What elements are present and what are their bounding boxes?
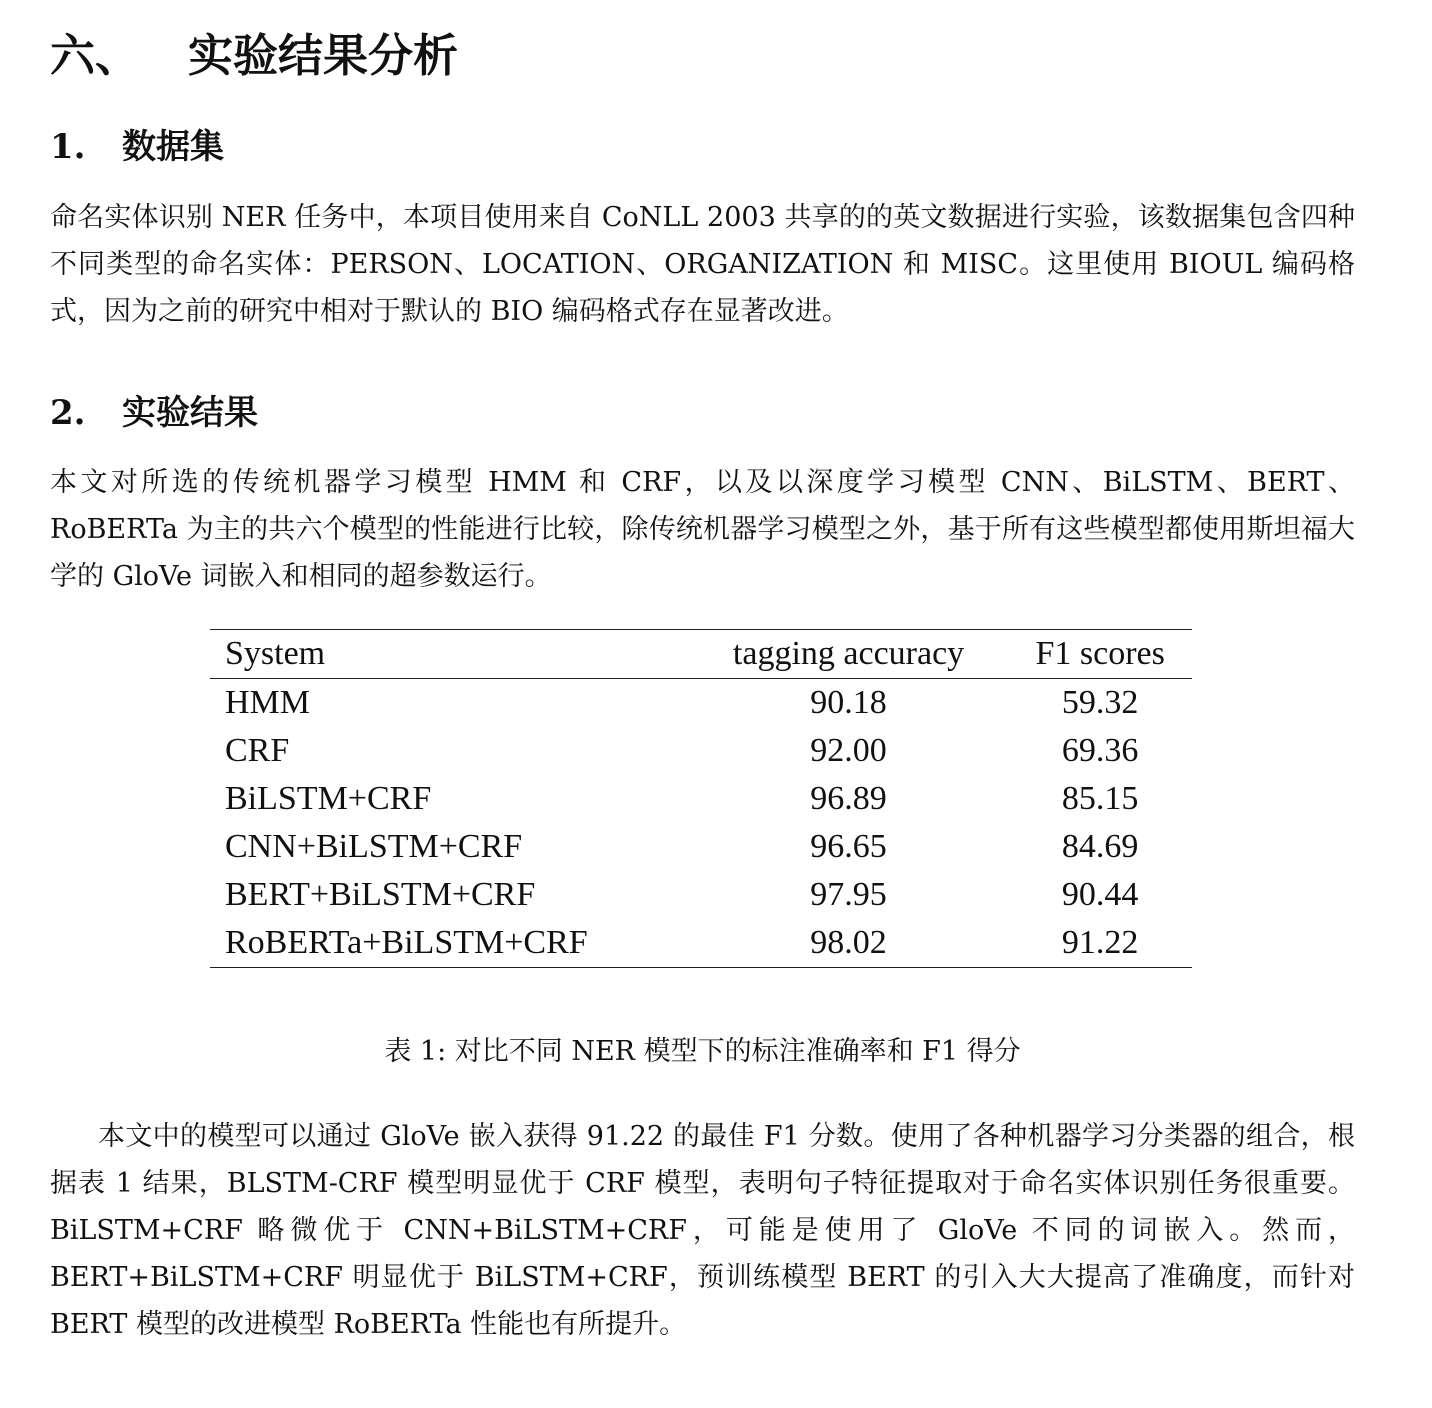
table-row bbox=[210, 775, 1192, 823]
cell-f1: 90.44 bbox=[1061, 876, 1139, 913]
discussion-paragraph: 本文中的模型可以通过 GloVe 嵌入获得 91.22 的最佳 F1 分数。使用了各种机器学习分类器的组合，根据表 1 结果，BLSTM-CRF 模型明显优于 CRF 模型，表明句子特征提取对于命名实体识别任务很重要。BiLSTM+CRF 略微优于 CNN+BiLSTM+CRF，可能是使用了 GloVe 不同的词嵌入。然而，BERT+BiLSTM+CRF 明显优于 BiLSTM+CRF，预训练模型 BERT 的引入大大提高了准确度，而针对 BERT 模型的改进模型 RoBERTa 性能也有所提升。 bbox=[50, 1121, 1355, 1340]
cell-accuracy: 97.95 bbox=[810, 876, 887, 913]
table-row bbox=[210, 823, 1192, 871]
results-heading bbox=[50, 388, 258, 438]
cell-accuracy: 96.89 bbox=[810, 780, 887, 817]
cell-accuracy: 98.02 bbox=[810, 924, 887, 961]
section-number: 六、 bbox=[50, 29, 141, 82]
dataset-title: 数据集 bbox=[122, 127, 224, 167]
cell-f1: 85.15 bbox=[1061, 780, 1139, 817]
cell-f1: 84.69 bbox=[1061, 828, 1139, 865]
table-caption: 表 1: 对比不同 NER 模型下的标注准确率和 F1 得分 bbox=[384, 1036, 1021, 1067]
dataset-paragraph: 命名实体识别 NER 任务中，本项目使用来自 CoNLL 2003 共享的的英文数据进行实验，该数据集包含四种不同类型的命名实体：PERSON、LOCATION、ORGANIZATION 和 MISC。这里使用 BIOUL 编码格式，因为之前的研究中相对于默认的 BIO 编码格式存在显著改进。 bbox=[50, 202, 1355, 327]
cell-accuracy: 92.00 bbox=[810, 732, 887, 769]
cell-system: CRF bbox=[225, 732, 290, 769]
dataset-heading bbox=[50, 122, 224, 172]
table-row bbox=[210, 919, 1192, 968]
cell-f1: 59.32 bbox=[1061, 684, 1139, 721]
cell-f1: 91.22 bbox=[1061, 924, 1139, 961]
cell-system: HMM bbox=[225, 684, 311, 721]
cell-system: RoBERTa+BiLSTM+CRF bbox=[225, 924, 588, 961]
header-tagging-accuracy: tagging accuracy bbox=[732, 635, 965, 672]
results-table bbox=[210, 629, 1192, 968]
table-row bbox=[210, 679, 1192, 728]
results-title: 实验结果 bbox=[122, 393, 258, 433]
header-f1-scores: F1 scores bbox=[1035, 635, 1165, 672]
table-row bbox=[210, 871, 1192, 919]
table-row bbox=[210, 727, 1192, 775]
cell-system: BiLSTM+CRF bbox=[225, 780, 432, 817]
section-title-text: 实验结果分析 bbox=[188, 29, 459, 82]
cell-accuracy: 90.18 bbox=[810, 684, 887, 721]
cell-system: CNN+BiLSTM+CRF bbox=[225, 828, 523, 865]
results-intro-paragraph: 本文对所选的传统机器学习模型 HMM 和 CRF，以及以深度学习模型 CNN、BiLSTM、BERT、RoBERTa 为主的共六个模型的性能进行比较，除传统机器学习模型之外，基于所有这些模型都使用斯坦福大学的 GloVe 词嵌入和相同的超参数运行。 bbox=[50, 467, 1355, 592]
results-table-container bbox=[210, 629, 1192, 968]
cell-f1: 69.36 bbox=[1061, 732, 1139, 769]
header-system: System bbox=[225, 635, 326, 672]
table-header-row bbox=[210, 630, 1192, 679]
cell-accuracy: 96.65 bbox=[810, 828, 887, 865]
cell-system: BERT+BiLSTM+CRF bbox=[225, 876, 536, 913]
results-number: 2. bbox=[50, 393, 86, 433]
dataset-number: 1. bbox=[50, 127, 86, 167]
section-heading bbox=[50, 24, 458, 88]
